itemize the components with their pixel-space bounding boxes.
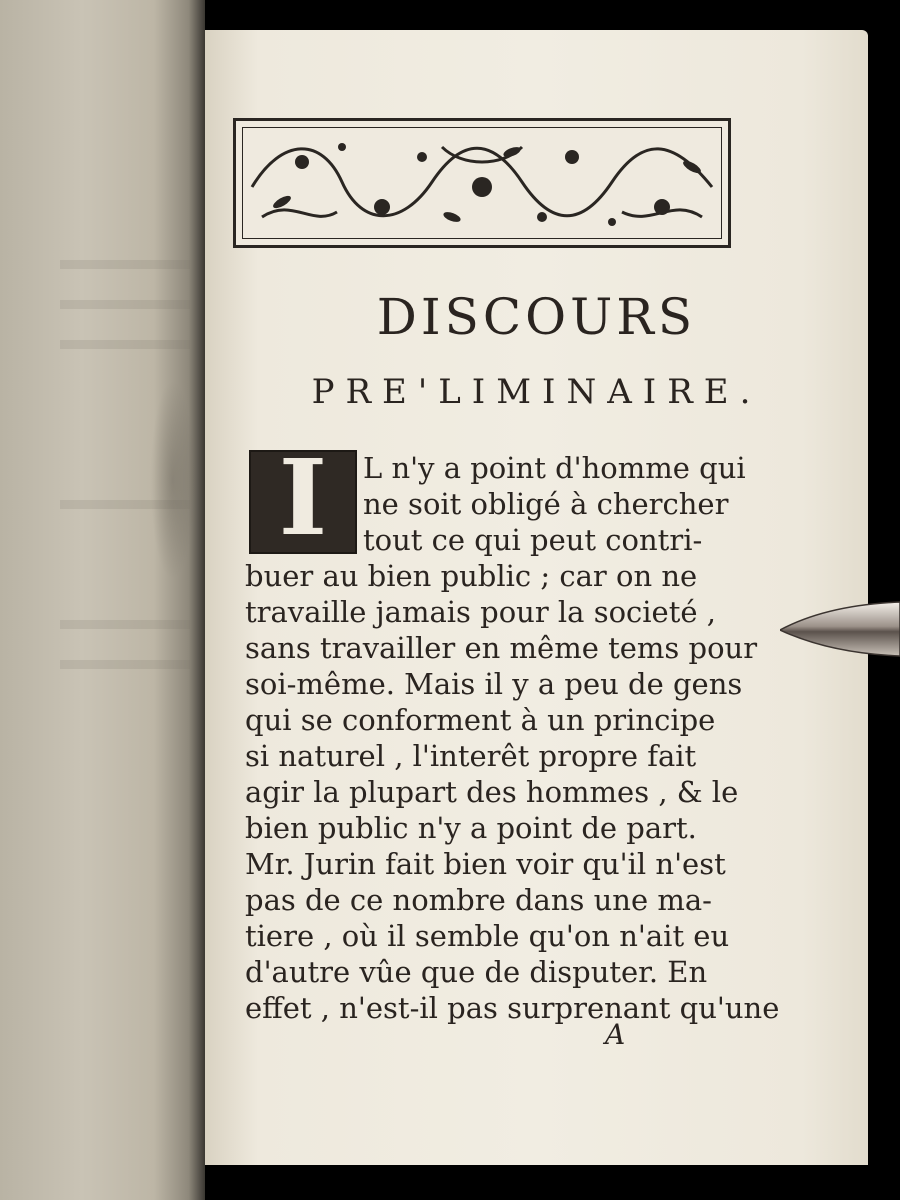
bleed-through-line: [60, 260, 190, 269]
book-page: [205, 30, 868, 1165]
body-line: L n'y a point d'homme qui: [363, 451, 746, 485]
body-line: effet , n'est-il pas surprenant qu'une: [245, 991, 780, 1025]
body-line: buer au bien public ; car on ne: [245, 559, 698, 593]
bleed-through-line: [60, 660, 190, 669]
decorated-drop-cap: [249, 436, 357, 559]
bleed-through-line: [60, 620, 190, 629]
floral-ornament-icon: [242, 127, 722, 239]
bleed-through-line: [60, 340, 190, 349]
body-line: soi-même. Mais il y a peu de gens: [245, 667, 743, 701]
page-title: DISCOURS: [376, 288, 697, 346]
body-line: tiere , où il semble qu'on n'ait eu: [245, 919, 730, 953]
body-line: qui se conforment à un principe: [245, 703, 716, 737]
body-line: pas de ce nombre dans une ma-: [245, 883, 712, 917]
body-line: si naturel , l'interêt propre fait: [245, 739, 697, 773]
body-line: travaille jamais pour la societé ,: [245, 595, 716, 629]
catchword: A: [605, 1018, 626, 1051]
body-line: bien public n'y a point de part.: [245, 811, 697, 845]
bleed-through-line: [60, 300, 190, 309]
body-line: sans travailler en même tems pour: [245, 631, 758, 665]
bleed-through-line: [60, 500, 190, 509]
drop-cap-letter: I: [278, 436, 328, 559]
facing-page-edge: [0, 0, 205, 1200]
floral-headpiece: [233, 118, 731, 248]
body-line: d'autre vûe que de disputer. En: [245, 955, 708, 989]
body-line: tout ce qui peut contri-: [363, 523, 703, 557]
body-line: ne soit obligé à chercher: [363, 487, 729, 521]
body-line: Mr. Jurin fait bien voir qu'il n'est: [245, 847, 726, 881]
letter-opener-blade-icon: [780, 598, 900, 660]
page-subtitle: PRE'LIMINAIRE.: [311, 372, 762, 412]
body-line: agir la plupart des hommes , & le: [245, 775, 739, 809]
